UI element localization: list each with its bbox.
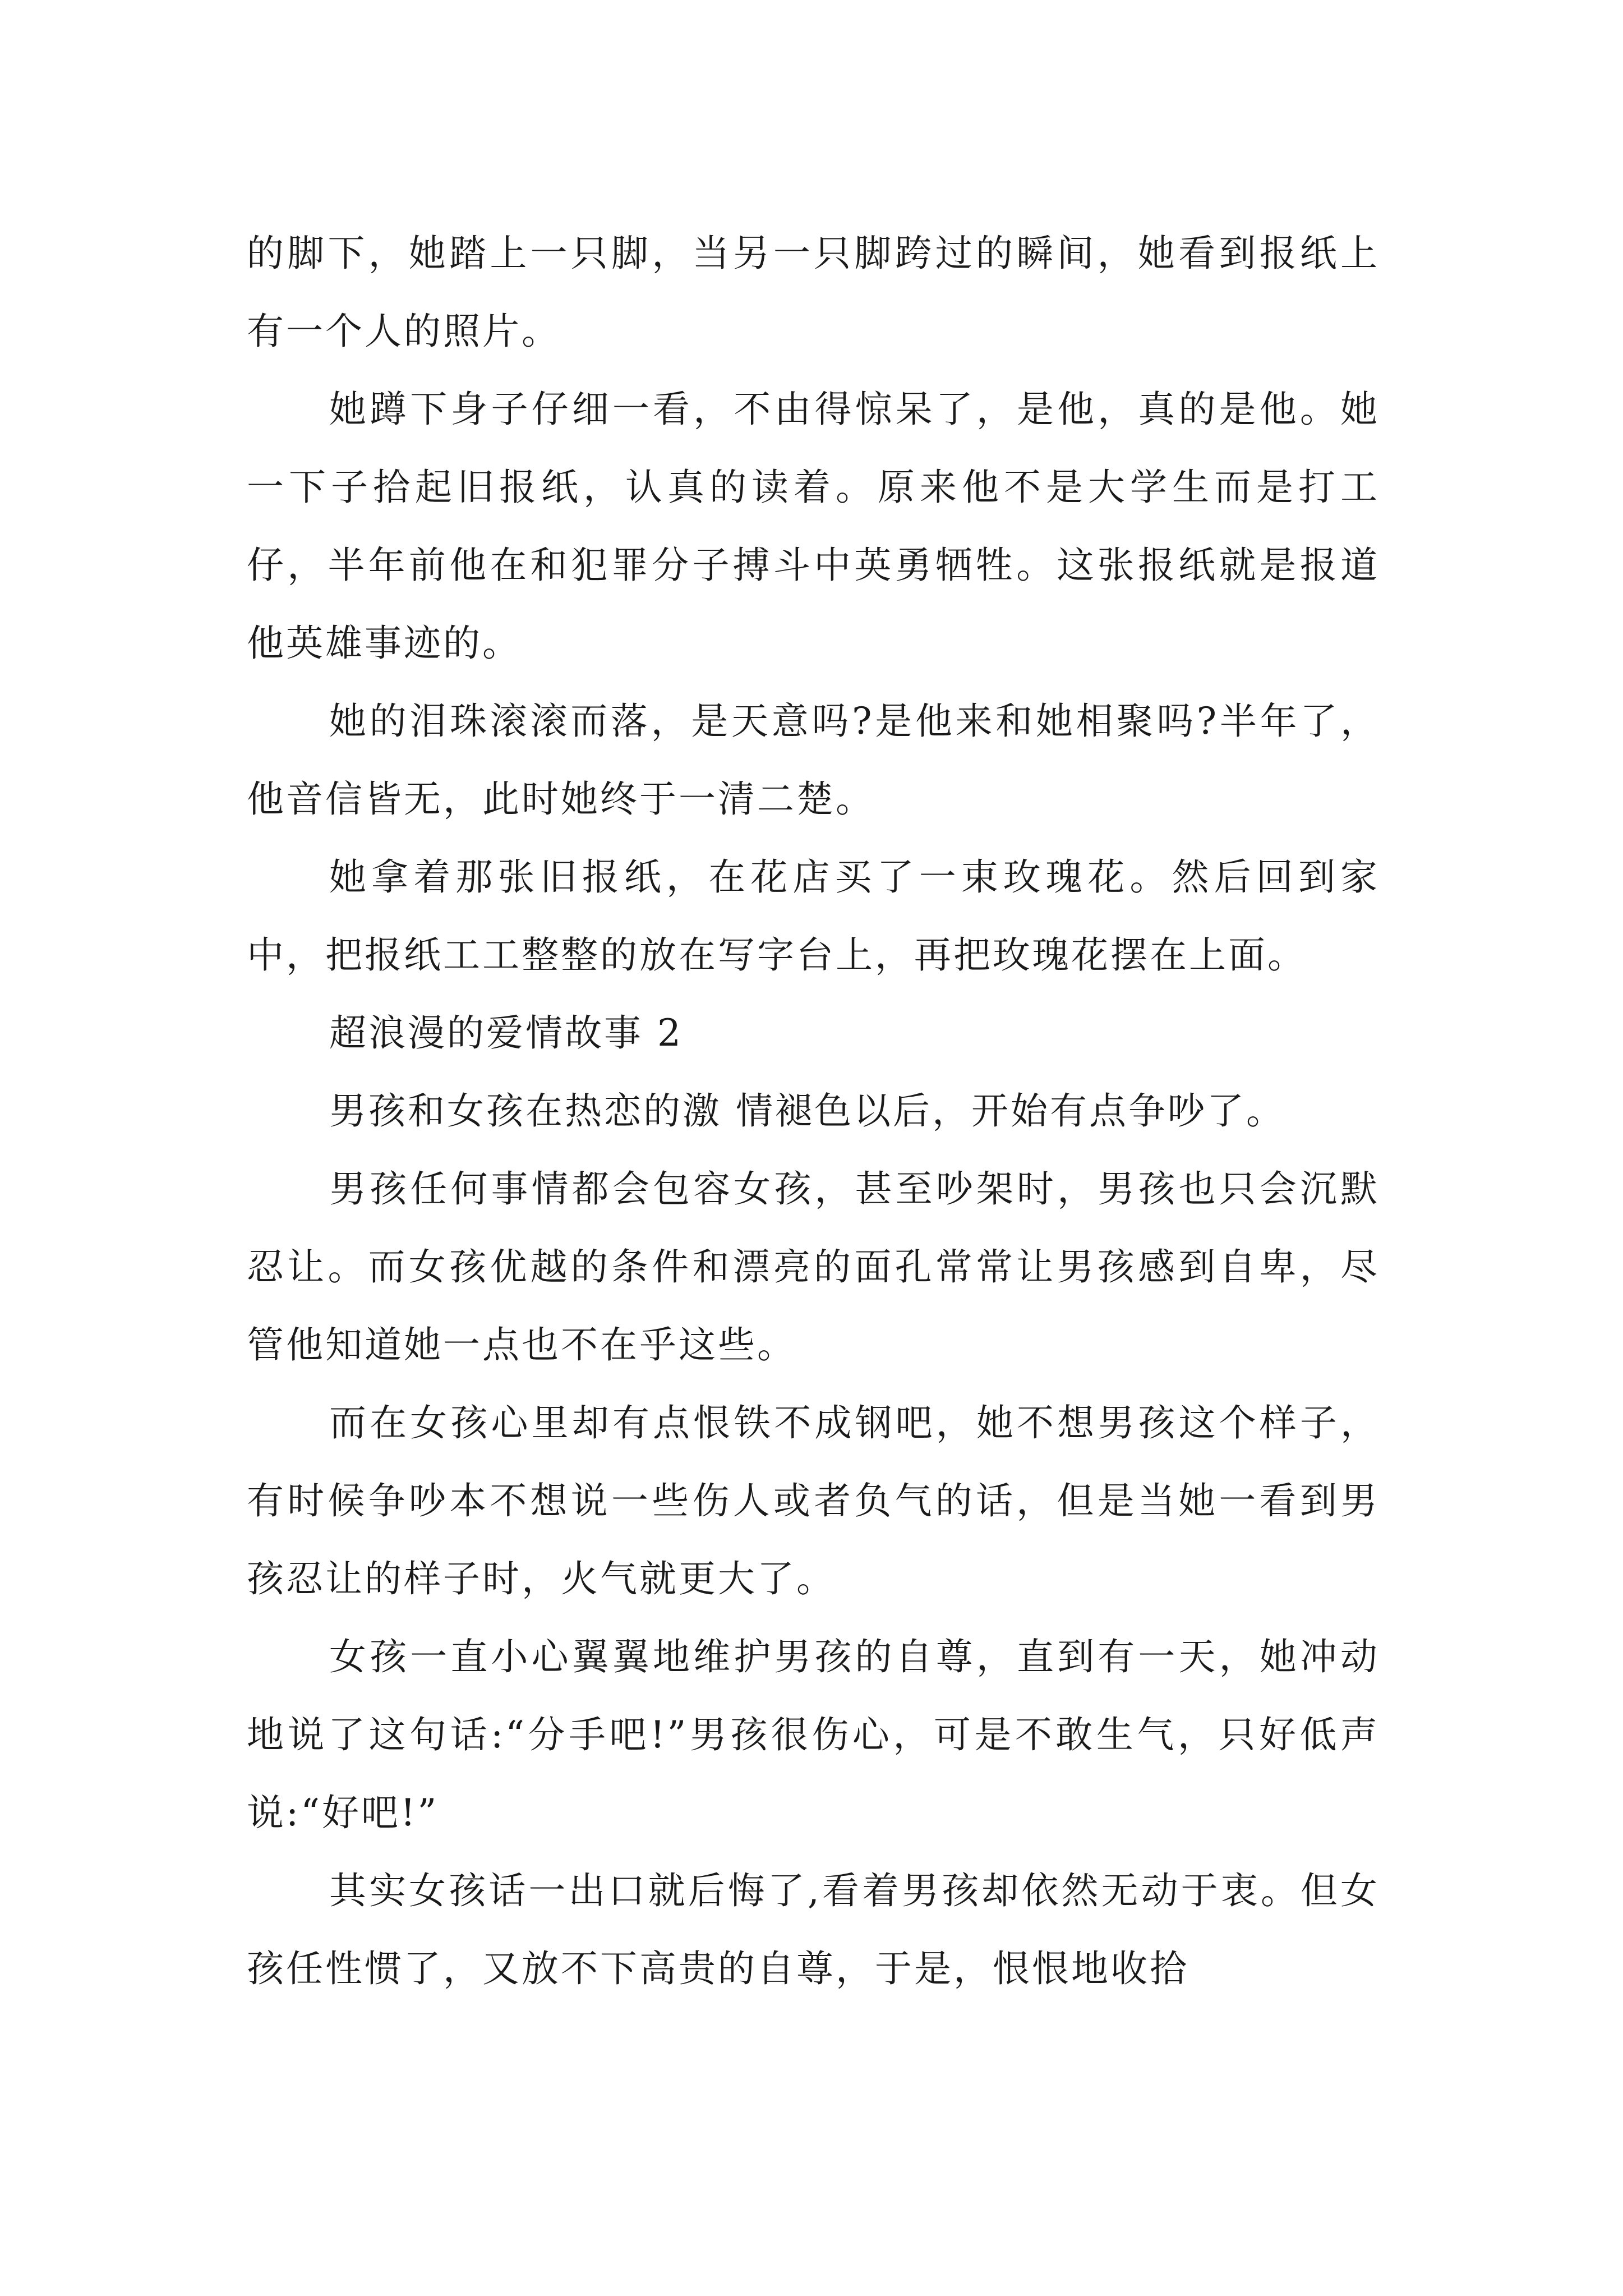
section-heading: 超浪漫的爱情故事 2 <box>329 1011 683 1055</box>
paragraph: 女孩一直小心翼翼地维护男孩的自尊，直到有一天，她冲动地说了这句话:“分手吧!”男孩很伤心，可是不敢生气，只好低声说:“好吧!” <box>247 1635 1380 1834</box>
paragraph: 的脚下，她踏上一只脚，当另一只脚跨过的瞬间，她看到报纸上有一个人的照片。 <box>247 232 1380 353</box>
paragraph: 男孩任何事情都会包容女孩，甚至吵架时，男孩也只会沉默忍让。而女孩优越的条件和漂亮的面孔常常让男孩感到自卑，尽管他知道她一点也不在乎这些。 <box>247 1167 1380 1366</box>
document-body <box>247 214 1380 2008</box>
paragraph: 她的泪珠滚滚而落，是天意吗?是他来和她相聚吗?半年了，他音信皆无，此时她终于一清二楚。 <box>247 700 1380 821</box>
paragraph: 她拿着那张旧报纸，在花店买了一束玫瑰花。然后回到家中，把报纸工工整整的放在写字台上，再把玫瑰花摆在上面。 <box>247 855 1380 977</box>
paragraph: 其实女孩话一出口就后悔了,看着男孩却依然无动于衷。但女孩任性惯了，又放不下高贵的自尊，于是，恨恨地收拾 <box>247 1869 1380 1990</box>
paragraph: 而在女孩心里却有点恨铁不成钢吧，她不想男孩这个样子，有时候争吵本不想说一些伤人或者负气的话，但是当她一看到男孩忍让的样子时，火气就更大了。 <box>247 1401 1380 1600</box>
paragraph: 男孩和女孩在热恋的激 情褪色以后，开始有点争吵了。 <box>329 1089 1285 1133</box>
paragraph: 她蹲下身子仔细一看，不由得惊呆了，是他，真的是他。她一下子拾起旧报纸，认真的读着。原来他不是大学生而是打工仔，半年前他在和犯罪分子搏斗中英勇牺牲。这张报纸就是报道他英雄事迹的。 <box>247 388 1380 665</box>
